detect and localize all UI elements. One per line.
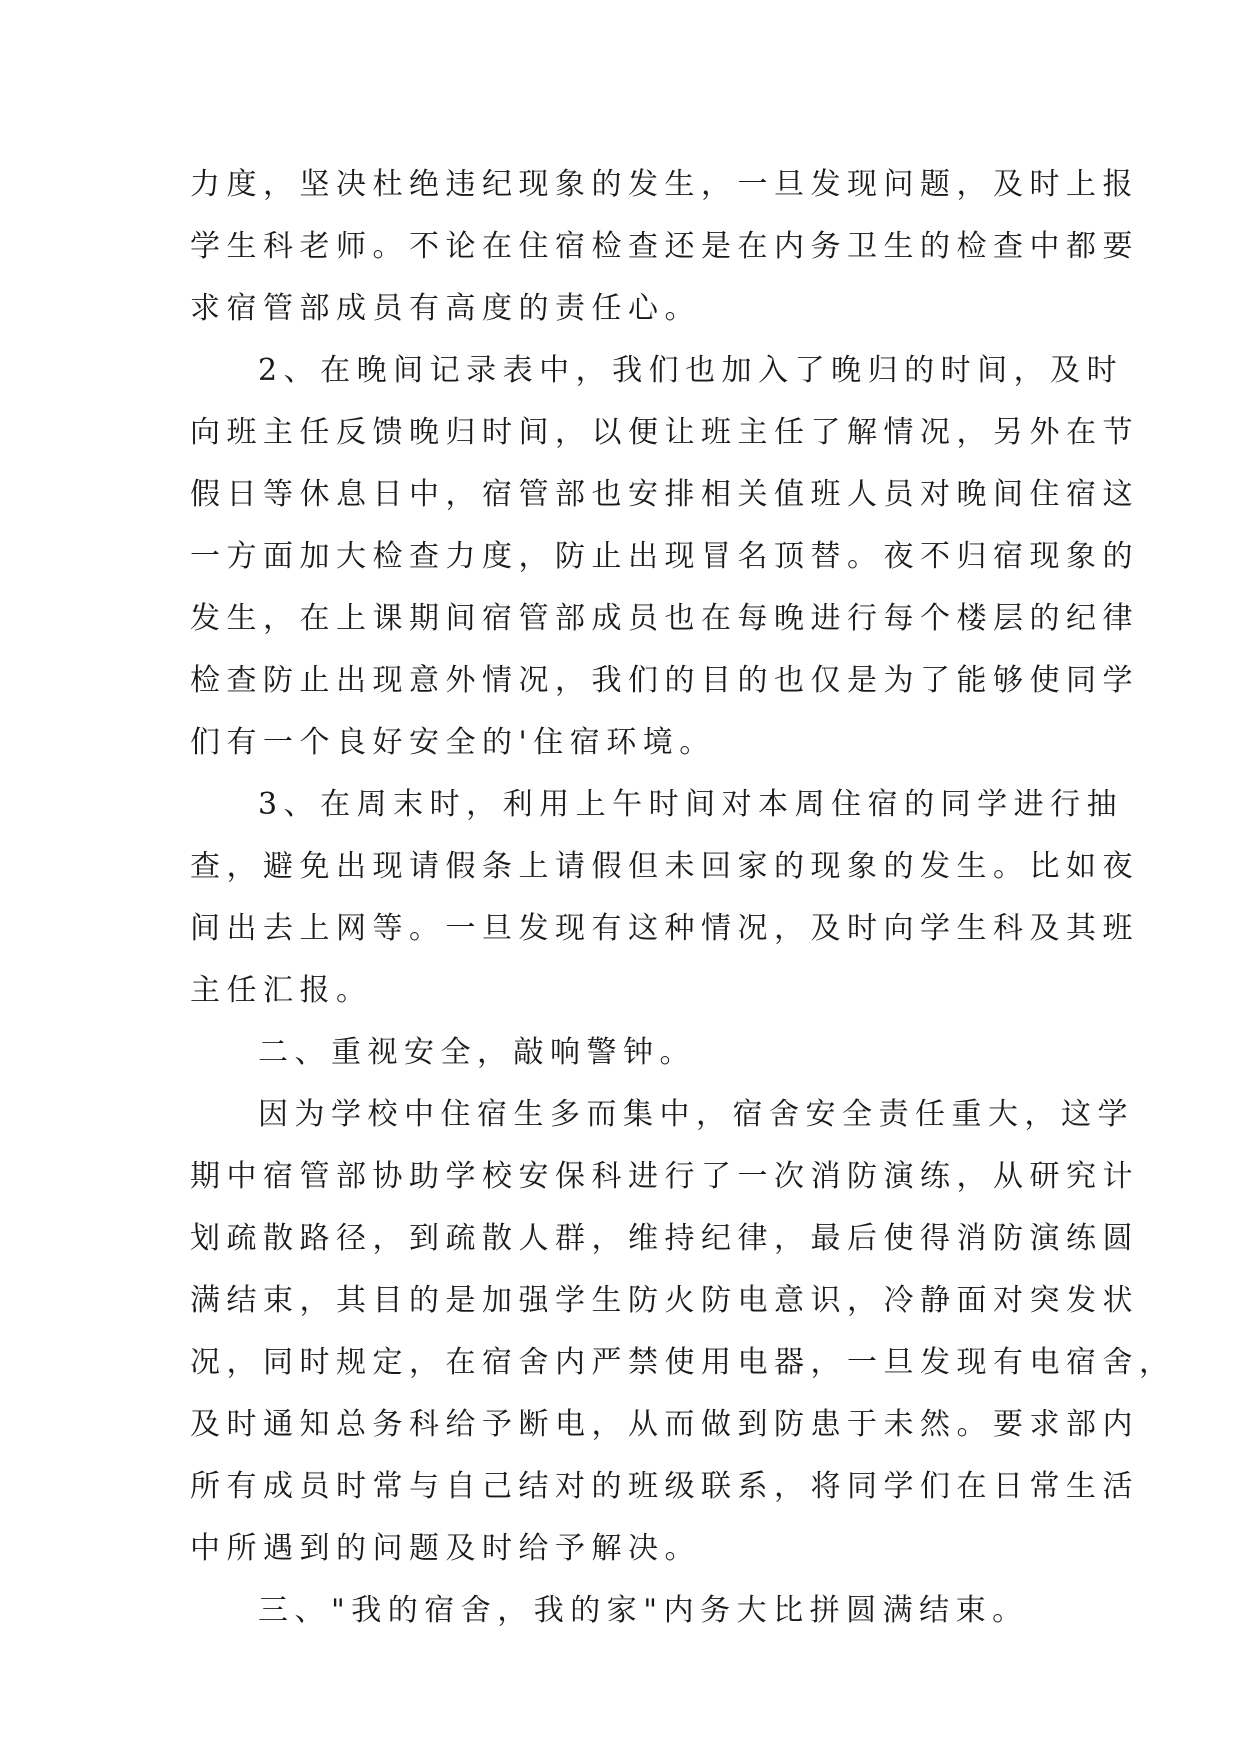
text-line: 况，同时规定，在宿舍内严禁使用电器，一旦发现有电宿舍， (190, 1345, 1176, 1380)
text-line: 期中宿管部协助学校安保科进行了一次消防演练，从研究计 (190, 1159, 1139, 1194)
text-line: 假日等休息日中，宿管部也安排相关值班人员对晚间住宿这 (190, 477, 1139, 512)
text-line: 间出去上网等。一旦发现有这种情况，及时向学生科及其班 (190, 911, 1139, 946)
text-line: 主任汇报。 (190, 973, 373, 1008)
text-line: 2、在晚间记录表中，我们也加入了晚归的时间，及时 (258, 353, 1124, 388)
text-line: 力度，坚决杜绝违纪现象的发生，一旦发现问题，及时上报 (190, 167, 1139, 202)
text-line: 检查防止出现意外情况，我们的目的也仅是为了能够使同学 (190, 663, 1139, 698)
text-line: 学生科老师。不论在住宿检查还是在内务卫生的检查中都要 (190, 229, 1139, 264)
text-line: 所有成员时常与自己结对的班级联系，将同学们在日常生活 (190, 1469, 1139, 1504)
text-line: 一方面加大检查力度，防止出现冒名顶替。夜不归宿现象的 (190, 539, 1139, 574)
text-line: 3、在周末时，利用上午时间对本周住宿的同学进行抽 (258, 787, 1124, 822)
text-line: 们有一个良好安全的'住宿环境。 (190, 725, 716, 760)
text-line: 向班主任反馈晚归时间，以便让班主任了解情况，另外在节 (190, 415, 1139, 450)
text-line: 查，避免出现请假条上请假但未回家的现象的发生。比如夜 (190, 849, 1139, 884)
text-line: 二、重视安全，敲响警钟。 (258, 1035, 696, 1070)
text-line: 因为学校中住宿生多而集中，宿舍安全责任重大，这学 (258, 1097, 1134, 1132)
text-line: 中所遇到的问题及时给予解决。 (190, 1531, 701, 1566)
text-line: 求宿管部成员有高度的责任心。 (190, 291, 701, 326)
text-line: 发生，在上课期间宿管部成员也在每晚进行每个楼层的纪律 (190, 601, 1139, 636)
text-line: 及时通知总务科给予断电，从而做到防患于未然。要求部内 (190, 1407, 1139, 1442)
body-text (190, 154, 1176, 1642)
text-line: 满结束，其目的是加强学生防火防电意识，冷静面对突发状 (190, 1283, 1139, 1318)
text-line: 三、"我的宿舍，我的家"内务大比拼圆满结束。 (258, 1593, 1029, 1628)
text-line: 划疏散路径，到疏散人群，维持纪律，最后使得消防演练圆 (190, 1221, 1139, 1256)
